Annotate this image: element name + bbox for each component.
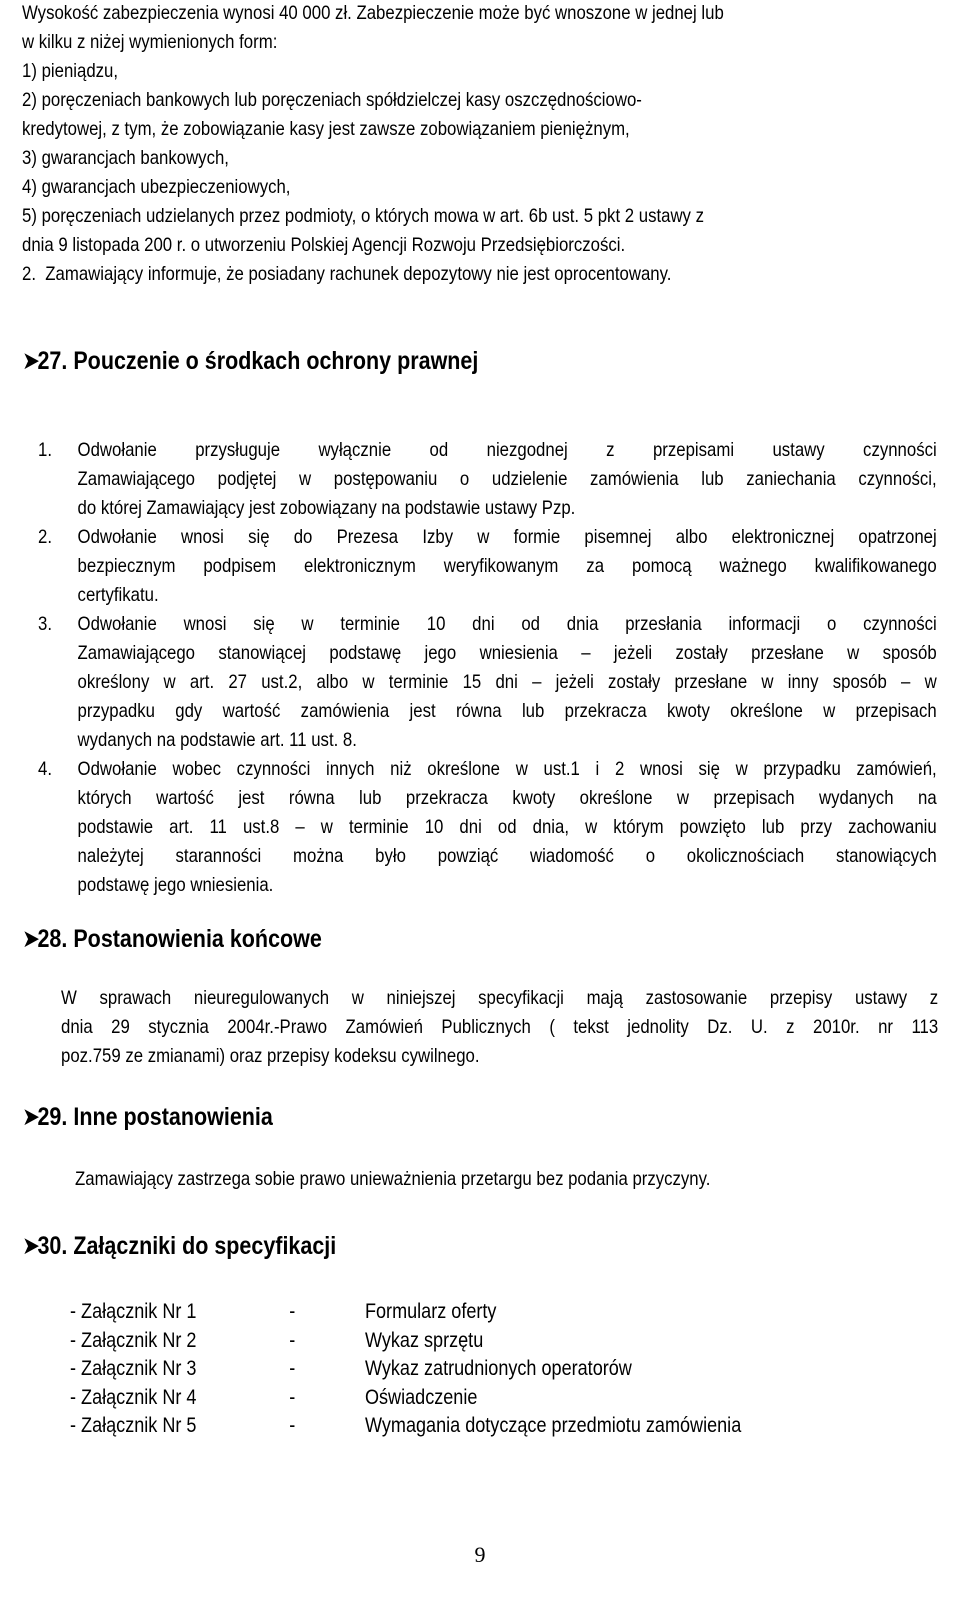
text-line: w kilku z niżej wymienionych form: [22, 31, 278, 53]
attachment-name: - Załącznik Nr 5 [70, 1414, 197, 1437]
attachment-description: Wymagania dotyczące przedmiotu zamówienia [364, 1414, 742, 1437]
section-29-heading [22, 1102, 273, 1132]
list-item [38, 523, 937, 610]
list-item [38, 755, 937, 900]
section-title: 27. Pouczenie o środkach ochrony prawnej [37, 347, 479, 375]
top-section [22, 0, 891, 289]
paragraph-line: dnia 29 stycznia 2004r.-Prawo Zamówień Publicznych ( tekst jednolity Dz. U. z 2010r. nr 113 [61, 1016, 939, 1038]
section-title: 28. Postanowienia końcowe [37, 925, 322, 953]
attachment-row [70, 1412, 741, 1441]
attachment-dash: - [289, 1328, 296, 1352]
attachment-row [70, 1355, 741, 1384]
item-line: certyfikatu. [77, 584, 159, 606]
list-item [38, 610, 937, 755]
text-line: Wysokość zabezpieczenia wynosi 40 000 zł. Zabezpieczenie może być wnoszone w jednej lub [22, 2, 724, 24]
item-line: których wartość jest równa lub przekracza kwoty określone w przepisach wydanych na [77, 787, 937, 809]
item-line: Odwołanie wobec czynności innych niż określone w ust.1 i 2 wnosi się w przypadku zamówień, [77, 758, 937, 780]
item-number: 1. [38, 439, 52, 461]
section-30-heading [22, 1231, 336, 1261]
attachment-description: Wykaz zatrudnionych operatorów [364, 1357, 632, 1380]
item-line: przypadku gdy wartość zamówienia jest równa lub przekracza kwoty określone w przepisach [77, 700, 937, 722]
paragraph-line: Zamawiający zastrzega sobie prawo unieważnienia przetargu bez podania przyczyny. [75, 1168, 711, 1190]
section-title: 30. Załączniki do specyfikacji [37, 1232, 337, 1260]
section-29-paragraph [75, 1165, 952, 1194]
item-line: Odwołanie wnosi się w terminie 10 dni od dnia przesłania informacji o czynności [77, 613, 937, 635]
paragraph-line: poz.759 ze zmianami) oraz przepisy kodeksu cywilnego. [61, 1045, 480, 1067]
item-number: 3. [38, 613, 52, 635]
attachment-row [70, 1298, 741, 1327]
attachment-description: Formularz oferty [364, 1300, 497, 1323]
attachment-dash: - [289, 1385, 296, 1409]
list-item [38, 436, 937, 523]
item-number: 4. [38, 758, 52, 780]
attachment-name: - Załącznik Nr 3 [70, 1357, 197, 1380]
item-line: określony w art. 27 ust.2, albo w terminie 15 dni – jeżeli zostały przesłane w inny sposób – w [77, 671, 937, 693]
item-line: Zamawiającego stanowiącej podstawę jego wniesienia – jeżeli zostały przesłane w sposób [77, 642, 937, 664]
page-number: 9 [474, 1542, 486, 1567]
text-line: dnia 9 listopada 200 r. o utworzeniu Polskiej Agencji Rozwoju Przedsiębiorczości. [22, 234, 626, 256]
attachment-name: - Załącznik Nr 1 [70, 1300, 197, 1323]
section-28-heading [22, 924, 322, 954]
arrow-bullet-icon: ➤ [22, 925, 41, 953]
section-27-heading [22, 346, 478, 376]
section-27-list [38, 436, 937, 900]
item-line: podstawie art. 11 ust.8 – w terminie 10 dni od dnia, w którym powzięto lub przy zachowaniu [77, 816, 937, 838]
attachment-description: Wykaz sprzętu [364, 1328, 484, 1352]
item-line: Odwołanie wnosi się do Prezesa Izby w formie pisemnej albo elektronicznej opatrzonej [77, 526, 937, 548]
attachment-name: - Załącznik Nr 2 [70, 1328, 197, 1352]
attachment-description: Oświadczenie [364, 1385, 478, 1409]
attachment-name: - Załącznik Nr 4 [70, 1385, 197, 1409]
text-line: kredytowej, z tym, że zobowiązanie kasy jest zawsze zobowiązaniem pieniężnym, [22, 118, 630, 140]
arrow-bullet-icon: ➤ [22, 1103, 41, 1131]
item-line: Odwołanie przysługuje wyłącznie od niezgodnej z przepisami ustawy czynności [77, 439, 937, 461]
arrow-bullet-icon: ➤ [22, 347, 41, 375]
item-line: należytej staranności można było powziąć wiadomość o okolicznościach stanowiących [77, 845, 937, 867]
item-line: Zamawiającego podjętej w postępowaniu o udzielenie zamówienia lub zaniechania czynności, [77, 468, 937, 490]
text-line: 3) gwarancjach bankowych, [22, 147, 229, 169]
text-line: 2) poręczeniach bankowych lub poręczeniach spółdzielczej kasy oszczędnościowo- [22, 89, 642, 111]
section-28-paragraph [61, 984, 938, 1071]
attachment-dash: - [289, 1300, 296, 1323]
attachment-row [70, 1327, 741, 1356]
attachment-row [70, 1384, 741, 1413]
item-line: wydanych na podstawie art. 11 ust. 8. [77, 729, 357, 751]
attachment-dash: - [289, 1414, 296, 1437]
item-line: podstawę jego wniesienia. [77, 874, 274, 896]
text-line: 1) pieniądzu, [22, 60, 119, 82]
attachment-dash: - [289, 1357, 296, 1380]
text-line: 5) poręczeniach udzielanych przez podmioty, o których mowa w art. 6b ust. 5 pkt 2 ustawy z [22, 205, 704, 227]
paragraph-line: W sprawach nieuregulowanych w niniejszej specyfikacji mają zastosowanie przepisy ustawy z [61, 987, 939, 1009]
section-title: 29. Inne postanowienia [37, 1103, 273, 1131]
item-line: do której Zamawiający jest zobowiązany na podstawie ustawy Pzp. [77, 497, 576, 519]
arrow-bullet-icon: ➤ [22, 1232, 41, 1260]
text-line: 4) gwarancjach ubezpieczeniowych, [22, 176, 291, 198]
text-line: 2. Zamawiający informuje, że posiadany rachunek depozytowy nie jest oprocentowany. [22, 263, 672, 285]
attachments-list [70, 1298, 741, 1441]
item-line: bezpiecznym podpisem elektronicznym weryfikowanym za pomocą ważnego kwalifikowanego [77, 555, 937, 577]
item-number: 2. [38, 526, 52, 548]
